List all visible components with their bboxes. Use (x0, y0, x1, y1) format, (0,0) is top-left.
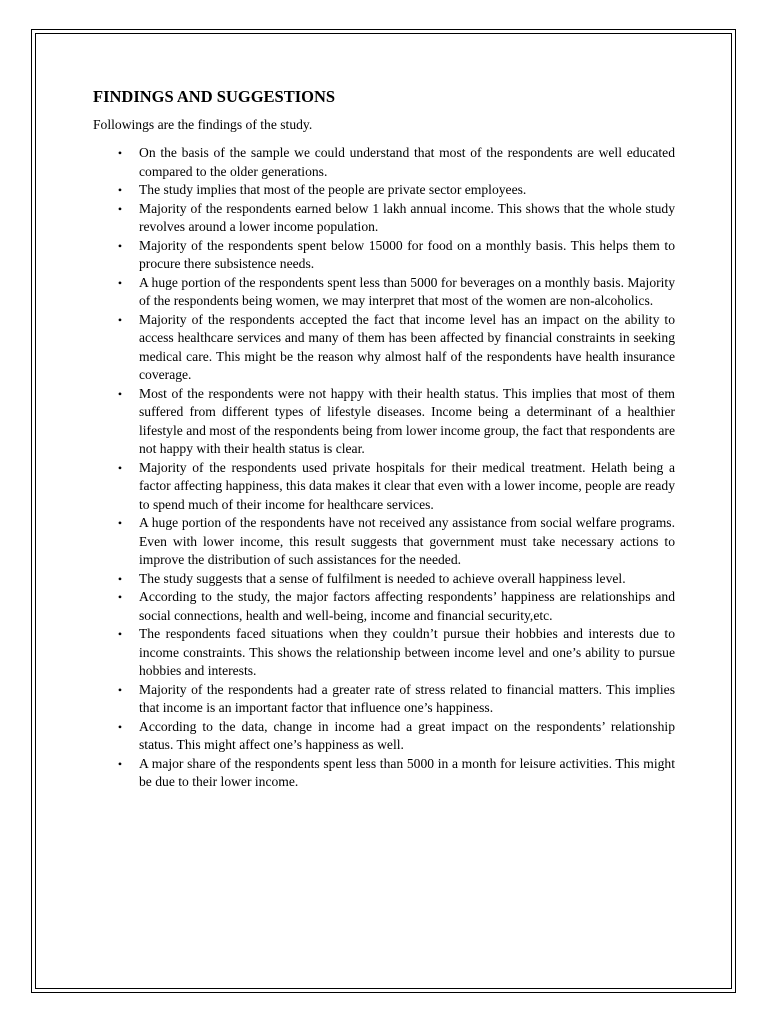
list-item (93, 718, 675, 755)
bullet-icon: • (117, 682, 123, 697)
list-item (93, 311, 675, 385)
list-item (93, 588, 675, 625)
list-item-text: Most of the respondents were not happy with their health status. This implies that most of them suffered from different types of lifestyle diseases. Income being a determinant of a healthier lifestyle and most of the respondents being from lower income group, the fact that respondents are not happy with their health status is clear. (139, 385, 675, 456)
list-item (93, 181, 675, 200)
bullet-icon: • (117, 590, 123, 604)
bullet-icon: • (117, 201, 123, 216)
list-item (93, 514, 675, 570)
list-item-text: Majority of the respondents accepted the fact that income level has an impact on the ability to access healthcare services and many of them has been affected by financial constraints in seeking medical care. This might be the reason why almost half of the respondents have health insurance coverage. (139, 311, 675, 382)
list-item (93, 625, 675, 681)
list-item-text: Majority of the respondents used private hospitals for their medical treatment. Helath being a factor affecting happiness, this data makes it clear that even with a lower income, people are ready to spend much of their income for healthcare services. (139, 459, 675, 512)
bullet-icon: • (117, 460, 123, 475)
list-item-text: A huge portion of the respondents spent less than 5000 for beverages on a monthly basis. Majority of the respondents being women, we may interpret that most of the women are non-alcoholics. (139, 274, 675, 308)
bullet-icon: • (117, 571, 123, 586)
intro-text: Followings are the findings of the study. (93, 117, 313, 132)
findings-list (93, 144, 675, 792)
bullet-icon: • (117, 312, 123, 327)
list-item-text: A major share of the respondents spent less than 5000 in a month for leisure activities. This might be due to their lower income. (139, 755, 675, 789)
bullet-icon: • (117, 238, 123, 253)
list-item-text: The study implies that most of the people are private sector employees. (139, 182, 527, 197)
list-item-text: A huge portion of the respondents have not received any assistance from social welfare programs. Even with lower income, this result suggests that government must take necessary actions to improve the distribution of such assistances for the needed. (139, 515, 675, 567)
list-item-text: Majority of the respondents earned below 1 lakh annual income. This shows that the whole study revolves around a lower income population. (139, 200, 675, 234)
bullet-icon: • (117, 386, 123, 401)
bullet-icon: • (117, 275, 123, 290)
bullet-icon: • (117, 516, 123, 530)
list-item (93, 237, 675, 274)
bullet-icon: • (117, 627, 123, 641)
list-item (93, 570, 675, 589)
list-item (93, 459, 675, 515)
list-item (93, 681, 675, 718)
bullet-icon: • (117, 183, 123, 197)
list-item (93, 274, 675, 311)
list-item-text: Majority of the respondents had a greater rate of stress related to financial matters. This implies that income is an important factor that influence one’s happiness. (139, 681, 675, 715)
list-item-text: According to the data, change in income had a great impact on the respondents’ relationship status. This might affect one’s happiness as well. (139, 718, 675, 752)
bullet-icon: • (117, 146, 123, 160)
bullet-icon: • (117, 756, 123, 771)
list-item (93, 144, 675, 181)
list-item (93, 385, 675, 459)
list-item (93, 200, 675, 237)
list-item (93, 755, 675, 792)
list-item-text: The study suggests that a sense of fulfilment is needed to achieve overall happiness level. (139, 570, 626, 586)
section-heading: FINDINGS AND SUGGESTIONS (93, 87, 336, 106)
bullet-icon: • (117, 719, 123, 734)
list-item-text: The respondents faced situations when they couldn’t pursue their hobbies and interests due to income constraints. This shows the relationship between income level and one’s ability to pursue hobbies and interests. (139, 626, 675, 678)
list-item-text: On the basis of the sample we could understand that most of the respondents are well educated compared to the older generations. (139, 145, 675, 179)
document-content (93, 87, 675, 792)
list-item-text: According to the study, the major factors affecting respondents’ happiness are relationships and social connections, health and well-being, income and financial security,etc. (139, 589, 675, 623)
list-item-text: Majority of the respondents spent below 15000 for food on a monthly basis. This helps them to procure there subsistence needs. (139, 237, 675, 271)
